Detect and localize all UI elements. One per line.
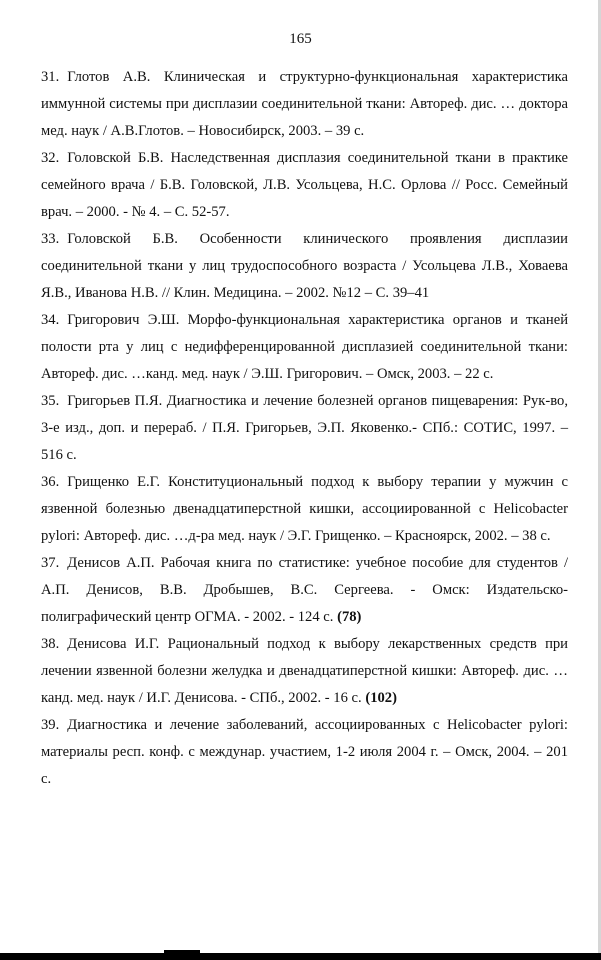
reference-item (41, 64, 568, 145)
reference-number: 32. (41, 150, 60, 166)
reference-item (41, 388, 568, 469)
reference-number: 37. (41, 555, 60, 571)
reference-number: 31. (41, 69, 60, 85)
reference-item (41, 712, 568, 793)
reference-bold-suffix: (78) (337, 609, 362, 625)
page-number: 165 (289, 31, 312, 47)
reference-text: Головской Б.В. Наследственная дисплазия соединительной ткани в практике семейного врача / Б.В. Головской, Л.В. Усольцева, Н.С. Орлова // Росс. Семейный врач. – 2000. - № 4. – С. 52-57. (41, 150, 568, 220)
reference-item (41, 469, 568, 550)
reference-number: 33. (41, 231, 60, 247)
reference-item (41, 550, 568, 631)
reference-item (41, 226, 568, 307)
reference-item (41, 631, 568, 712)
reference-text: Григорович Э.Ш. Морфо-функциональная характеристика органов и тканей полости рта у лиц с недифференцированной дисплазией соединительной ткани: Автореф. дис. …канд. мед. наук / Э.Ш. Григорович. – Омск, 2003. – 22 с. (41, 312, 568, 382)
reference-item (41, 307, 568, 388)
reference-text: Григорьев П.Я. Диагностика и лечение болезней органов пищеварения: Рук-во, 3-е изд., доп. и перераб. / П.Я. Григорьев, Э.П. Яковенко.- СПб.: СОТИС, 1997. – 516 с. (41, 393, 568, 463)
reference-number: 35. (41, 393, 60, 409)
reference-text: Головской Б.В. Особенности клинического проявления дисплазии соединительной ткани у лиц трудоспособного возраста / Усольцева Л.В., Ховаева Я.В., Иванова Н.В. // Клин. Медицина. – 2002. №12 – С. 39–41 (41, 231, 568, 301)
reference-text: Диагностика и лечение заболеваний, ассоциированных с Helicobacter pylori: материалы респ. конф. с междунар. участием, 1-2 июля 2004 г. – Омск, 2004. – 201 с. (41, 717, 568, 787)
reference-text: Денисова И.Г. Рациональный подход к выбору лекарственных средств при лечении язвенной болезни желудка и двенадцатиперстной кишки: Автореф. дис. … канд. мед. наук / И.Г. Денисова. - СПб., 2002. - 16 с. (41, 636, 568, 706)
reference-text: Глотов А.В. Клиническая и структурно-функциональная характеристика иммунной системы при дисплазии соединительной ткани: Автореф. дис. … доктора мед. наук / А.В.Глотов. – Новосибирск, 2003. – 39 с. (41, 69, 568, 139)
reference-text: Грищенко Е.Г. Конституциональный подход к выбору терапии у мужчин с язвенной болезнью двенадцатиперстной кишки, ассоциированной с Helicobacter pylori: Автореф. дис. …д-ра мед. наук / Э.Г. Грищенко. – Красноярск, 2002. – 38 с. (41, 474, 568, 544)
reference-number: 39. (41, 717, 60, 733)
reference-number: 38. (41, 636, 60, 652)
reference-text: Денисов А.П. Рабочая книга по статистике: учебное пособие для студентов / А.П. Денисов, В.В. Дробышев, В.С. Сергеева. - Омск: Издательско-полиграфический центр ОГМА. - 2002. - 124 с. (41, 555, 568, 625)
reference-bold-suffix: (102) (365, 690, 397, 706)
reference-item (41, 145, 568, 226)
reference-list (41, 64, 568, 793)
scan-bottom-border (0, 953, 601, 960)
reference-number: 34. (41, 312, 60, 328)
reference-number: 36. (41, 474, 60, 490)
